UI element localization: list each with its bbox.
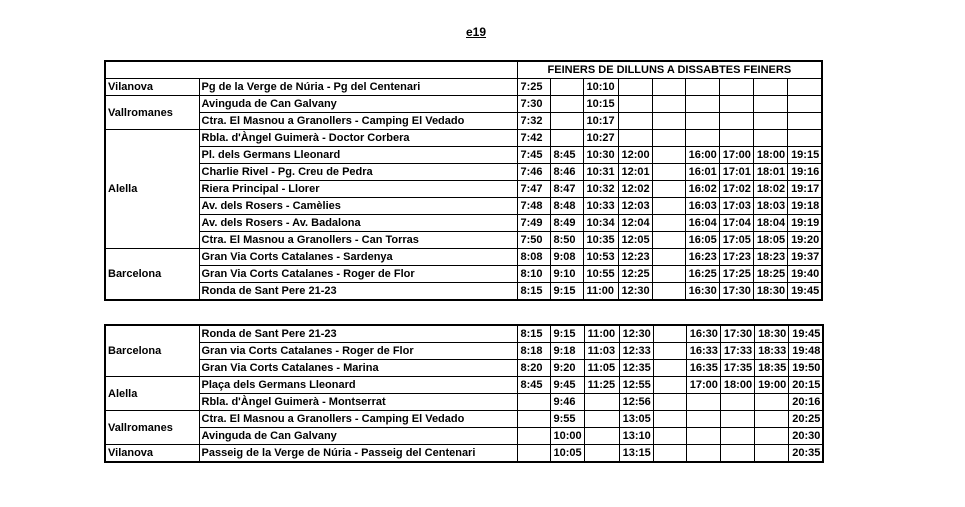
time-cell	[517, 428, 550, 445]
time-cell: 18:02	[753, 181, 787, 198]
time-cell: 10:53	[583, 249, 618, 266]
time-cell: 17:00	[686, 377, 720, 394]
time-cell: 7:47	[517, 181, 550, 198]
table-row	[105, 360, 823, 377]
time-cell: 18:23	[753, 249, 787, 266]
time-cell: 9:18	[550, 343, 584, 360]
time-cell: 17:05	[719, 232, 753, 249]
time-cell	[685, 96, 719, 113]
time-cell: 7:42	[517, 130, 550, 147]
time-cell: 8:15	[517, 325, 550, 343]
time-cell	[686, 445, 720, 463]
time-cell: 8:45	[517, 377, 550, 394]
time-cell	[653, 394, 686, 411]
time-cell: 12:25	[618, 266, 652, 283]
stop-cell: Rbla. d'Àngel Guimerà - Montserrat	[199, 394, 517, 411]
town-cell: Alella	[105, 377, 199, 411]
time-cell: 10:30	[583, 147, 618, 164]
table-row	[105, 232, 822, 249]
time-cell	[753, 130, 787, 147]
time-cell: 11:00	[583, 283, 618, 301]
time-cell	[720, 411, 754, 428]
time-cell	[652, 79, 685, 96]
time-cell: 12:30	[619, 325, 653, 343]
time-cell	[653, 360, 686, 377]
time-cell: 20:35	[789, 445, 824, 463]
time-cell	[753, 96, 787, 113]
time-cell: 18:01	[753, 164, 787, 181]
time-cell: 8:18	[517, 343, 550, 360]
stop-cell: Riera Principal - Llorer	[199, 181, 517, 198]
time-cell: 12:56	[619, 394, 653, 411]
town-cell: Alella	[105, 130, 199, 249]
time-cell: 16:00	[685, 147, 719, 164]
time-cell: 7:45	[517, 147, 550, 164]
timetable-outbound	[104, 60, 823, 301]
town-cell: Barcelona	[105, 325, 199, 377]
time-cell: 13:10	[619, 428, 653, 445]
time-cell: 9:55	[550, 411, 584, 428]
time-cell: 16:05	[685, 232, 719, 249]
time-cell	[719, 79, 753, 96]
time-cell: 20:30	[789, 428, 824, 445]
table-row	[105, 411, 823, 428]
time-cell: 7:49	[517, 215, 550, 232]
time-cell: 12:03	[618, 198, 652, 215]
time-cell: 19:20	[788, 232, 823, 249]
time-cell: 17:30	[720, 325, 754, 343]
time-cell	[618, 113, 652, 130]
table-row	[105, 325, 823, 343]
time-cell: 10:33	[583, 198, 618, 215]
time-cell: 9:20	[550, 360, 584, 377]
time-cell: 12:01	[618, 164, 652, 181]
time-cell	[719, 96, 753, 113]
time-cell: 8:10	[517, 266, 550, 283]
time-cell	[652, 164, 685, 181]
time-cell: 8:20	[517, 360, 550, 377]
time-cell: 19:45	[789, 325, 824, 343]
stop-cell: Avinguda de Can Galvany	[199, 96, 517, 113]
page-title: e19	[466, 25, 487, 39]
table-row	[105, 181, 822, 198]
time-cell: 17:33	[720, 343, 754, 360]
time-cell: 19:00	[755, 377, 789, 394]
time-cell: 8:08	[517, 249, 550, 266]
stop-cell: Rbla. d'Àngel Guimerà - Doctor Corbera	[199, 130, 517, 147]
time-cell: 19:45	[788, 283, 823, 301]
time-cell: 12:05	[618, 232, 652, 249]
time-cell: 7:50	[517, 232, 550, 249]
time-cell	[618, 96, 652, 113]
time-cell: 17:00	[719, 147, 753, 164]
time-cell: 10:15	[583, 96, 618, 113]
time-cell: 19:48	[789, 343, 824, 360]
time-cell	[652, 232, 685, 249]
time-cell: 10:27	[583, 130, 618, 147]
time-cell	[753, 113, 787, 130]
time-cell	[550, 113, 583, 130]
time-cell	[720, 445, 754, 463]
time-cell: 12:04	[618, 215, 652, 232]
time-cell	[618, 130, 652, 147]
time-cell	[686, 428, 720, 445]
time-cell: 8:47	[550, 181, 583, 198]
time-cell: 18:05	[753, 232, 787, 249]
time-cell: 12:30	[618, 283, 652, 301]
time-cell	[550, 130, 583, 147]
stop-cell: Charlie Rivel - Pg. Creu de Pedra	[199, 164, 517, 181]
stop-cell: Pl. dels Germans Lleonard	[199, 147, 517, 164]
time-cell: 19:19	[788, 215, 823, 232]
time-cell: 16:25	[685, 266, 719, 283]
time-cell: 7:48	[517, 198, 550, 215]
time-cell	[652, 198, 685, 215]
time-cell: 19:37	[788, 249, 823, 266]
time-cell: 12:02	[618, 181, 652, 198]
time-cell	[652, 113, 685, 130]
time-cell	[652, 147, 685, 164]
town-cell: Barcelona	[105, 249, 199, 301]
time-cell: 9:08	[550, 249, 583, 266]
time-cell	[686, 411, 720, 428]
time-cell: 8:15	[517, 283, 550, 301]
stop-cell: Gran Via Corts Catalanes - Sardenya	[199, 249, 517, 266]
time-cell: 10:05	[550, 445, 584, 463]
time-cell: 18:33	[755, 343, 789, 360]
time-cell: 9:15	[550, 283, 583, 301]
time-cell: 10:17	[583, 113, 618, 130]
time-cell: 8:46	[550, 164, 583, 181]
table-row	[105, 343, 823, 360]
stop-cell: Passeig de la Verge de Núria - Passeig del Centenari	[199, 445, 517, 463]
time-cell: 9:15	[550, 325, 584, 343]
table-row	[105, 377, 823, 394]
time-cell: 16:03	[685, 198, 719, 215]
table-row	[105, 266, 822, 283]
timetable-return	[104, 324, 824, 463]
time-cell	[653, 445, 686, 463]
time-cell	[584, 428, 619, 445]
time-cell: 12:23	[618, 249, 652, 266]
time-cell: 18:00	[753, 147, 787, 164]
time-cell: 12:00	[618, 147, 652, 164]
time-cell: 17:35	[720, 360, 754, 377]
time-cell: 10:35	[583, 232, 618, 249]
time-cell: 11:03	[584, 343, 619, 360]
town-cell: Vallromanes	[105, 411, 199, 445]
stop-cell: Ctra. El Masnou a Granollers - Camping El Vedado	[199, 113, 517, 130]
time-cell: 19:15	[788, 147, 823, 164]
table-row	[105, 130, 822, 147]
time-cell: 12:55	[619, 377, 653, 394]
table-row	[105, 79, 822, 96]
time-cell	[755, 411, 789, 428]
time-cell: 8:48	[550, 198, 583, 215]
time-cell: 16:30	[686, 325, 720, 343]
time-cell	[652, 215, 685, 232]
time-cell	[618, 79, 652, 96]
time-cell: 12:33	[619, 343, 653, 360]
time-cell: 18:25	[753, 266, 787, 283]
header-row	[105, 61, 822, 79]
time-cell: 11:25	[584, 377, 619, 394]
table-row	[105, 215, 822, 232]
time-cell: 7:30	[517, 96, 550, 113]
time-cell: 16:02	[685, 181, 719, 198]
time-cell: 18:30	[755, 325, 789, 343]
stop-cell: Ronda de Sant Pere 21-23	[199, 325, 517, 343]
time-cell: 9:46	[550, 394, 584, 411]
time-cell: 11:05	[584, 360, 619, 377]
stop-cell: Plaça dels Germans Lleonard	[199, 377, 517, 394]
table-row	[105, 198, 822, 215]
time-cell	[652, 283, 685, 301]
time-cell: 19:17	[788, 181, 823, 198]
time-cell	[652, 130, 685, 147]
time-cell: 13:05	[619, 411, 653, 428]
time-cell: 17:04	[719, 215, 753, 232]
time-cell: 7:32	[517, 113, 550, 130]
table-row	[105, 96, 822, 113]
time-cell: 8:49	[550, 215, 583, 232]
time-cell	[517, 394, 550, 411]
time-cell	[584, 411, 619, 428]
time-cell: 16:01	[685, 164, 719, 181]
time-cell: 10:00	[550, 428, 584, 445]
time-cell: 17:02	[719, 181, 753, 198]
time-cell	[584, 445, 619, 463]
stop-cell: Ronda de Sant Pere 21-23	[199, 283, 517, 301]
time-cell	[719, 130, 753, 147]
time-cell: 8:50	[550, 232, 583, 249]
table-row	[105, 428, 823, 445]
town-cell: Vallromanes	[105, 96, 199, 130]
time-cell	[653, 377, 686, 394]
time-cell	[652, 181, 685, 198]
stop-cell: Av. dels Rosers - Av. Badalona	[199, 215, 517, 232]
time-cell	[517, 445, 550, 463]
stop-cell: Gran Via Corts Catalanes - Marina	[199, 360, 517, 377]
time-cell: 8:45	[550, 147, 583, 164]
time-cell	[653, 428, 686, 445]
stop-cell: Av. dels Rosers - Camèlies	[199, 198, 517, 215]
time-cell	[685, 113, 719, 130]
time-cell	[550, 79, 583, 96]
time-cell: 19:18	[788, 198, 823, 215]
table-row	[105, 249, 822, 266]
stop-cell: Gran via Corts Catalanes - Roger de Flor	[199, 343, 517, 360]
time-cell	[755, 428, 789, 445]
table-row	[105, 164, 822, 181]
time-cell	[788, 96, 823, 113]
stop-cell: Ctra. El Masnou a Granollers - Can Torras	[199, 232, 517, 249]
time-cell	[653, 411, 686, 428]
time-cell	[685, 130, 719, 147]
time-cell: 10:32	[583, 181, 618, 198]
time-cell: 10:31	[583, 164, 618, 181]
time-cell: 18:04	[753, 215, 787, 232]
time-cell	[517, 411, 550, 428]
schedule-header: FEINERS DE DILLUNS A DISSABTES FEINERS	[517, 61, 822, 79]
time-cell	[720, 394, 754, 411]
time-cell: 12:35	[619, 360, 653, 377]
time-cell: 17:23	[719, 249, 753, 266]
time-cell: 20:15	[789, 377, 824, 394]
time-cell	[584, 394, 619, 411]
time-cell: 10:55	[583, 266, 618, 283]
time-cell: 16:23	[685, 249, 719, 266]
time-cell: 10:10	[583, 79, 618, 96]
time-cell: 17:03	[719, 198, 753, 215]
town-cell: Vilanova	[105, 445, 199, 463]
time-cell: 7:46	[517, 164, 550, 181]
time-cell: 11:00	[584, 325, 619, 343]
time-cell: 10:34	[583, 215, 618, 232]
time-cell: 16:35	[686, 360, 720, 377]
time-cell: 18:30	[753, 283, 787, 301]
time-cell: 9:45	[550, 377, 584, 394]
time-cell	[652, 249, 685, 266]
table-row	[105, 283, 822, 301]
time-cell: 19:50	[789, 360, 824, 377]
time-cell	[653, 325, 686, 343]
time-cell: 13:15	[619, 445, 653, 463]
time-cell: 16:30	[685, 283, 719, 301]
time-cell: 9:10	[550, 266, 583, 283]
stop-cell: Ctra. El Masnou a Granollers - Camping El Vedado	[199, 411, 517, 428]
time-cell: 18:35	[755, 360, 789, 377]
table-row	[105, 147, 822, 164]
time-cell	[686, 394, 720, 411]
time-cell	[720, 428, 754, 445]
time-cell	[755, 394, 789, 411]
time-cell: 16:04	[685, 215, 719, 232]
time-cell	[753, 79, 787, 96]
time-cell: 19:40	[788, 266, 823, 283]
time-cell	[755, 445, 789, 463]
time-cell: 16:33	[686, 343, 720, 360]
table-row	[105, 394, 823, 411]
time-cell: 18:03	[753, 198, 787, 215]
time-cell: 20:16	[789, 394, 824, 411]
time-cell	[788, 130, 823, 147]
time-cell	[788, 79, 823, 96]
time-cell: 17:01	[719, 164, 753, 181]
time-cell: 19:16	[788, 164, 823, 181]
stop-cell: Avinguda de Can Galvany	[199, 428, 517, 445]
time-cell	[685, 79, 719, 96]
time-cell	[550, 96, 583, 113]
town-cell: Vilanova	[105, 79, 199, 96]
time-cell: 17:25	[719, 266, 753, 283]
stop-cell: Gran Via Corts Catalanes - Roger de Flor	[199, 266, 517, 283]
time-cell: 17:30	[719, 283, 753, 301]
time-cell	[652, 96, 685, 113]
time-cell: 20:25	[789, 411, 824, 428]
time-cell	[653, 343, 686, 360]
table-row	[105, 113, 822, 130]
time-cell	[652, 266, 685, 283]
time-cell	[719, 113, 753, 130]
time-cell: 18:00	[720, 377, 754, 394]
stop-cell: Pg de la Verge de Núria - Pg del Centenari	[199, 79, 517, 96]
time-cell: 7:25	[517, 79, 550, 96]
table-row	[105, 445, 823, 463]
time-cell	[788, 113, 823, 130]
